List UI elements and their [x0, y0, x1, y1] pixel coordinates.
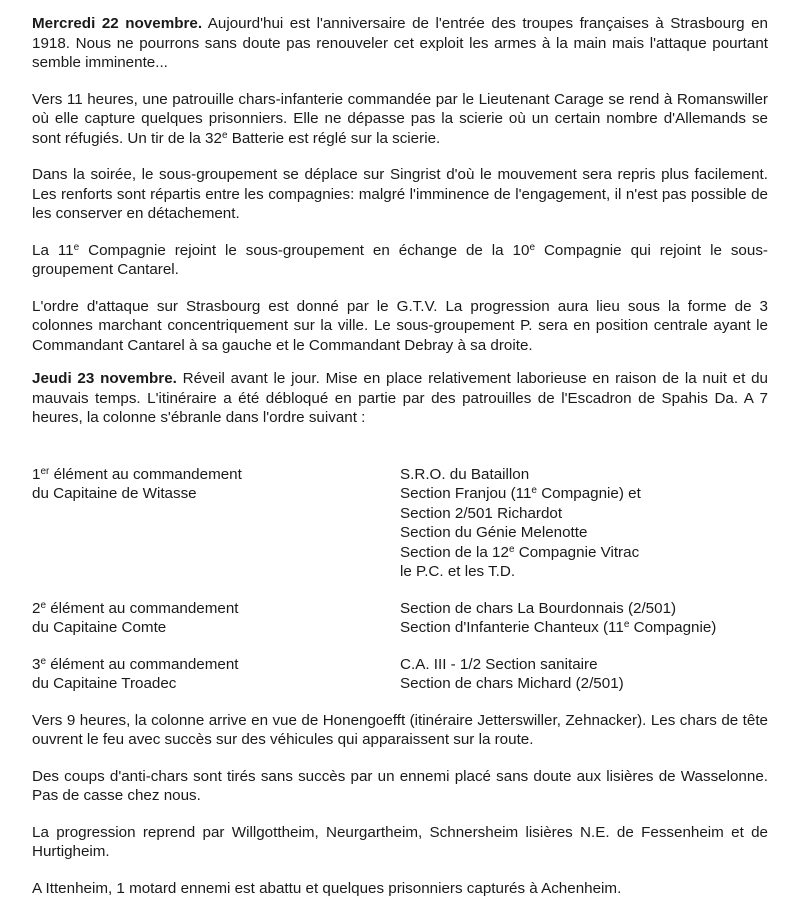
paragraph-text: Vers 11 heures, une patrouille chars-infanterie commandée par le Lieutenant Carage se rend à Romanswiller où elle capture quelques prisonniers. Elle ne dépasse pas la scierie où un certain nombre d'Allemands se sont réfugiés. Un tir de la 32: [32, 91, 768, 147]
ordinal-sup: e: [531, 485, 537, 496]
ordinal-sup: e: [40, 600, 46, 611]
unit-line: S.R.O. du Bataillon: [400, 465, 768, 485]
element-commander: [32, 655, 400, 694]
spacer: [32, 445, 768, 465]
element-units: [400, 599, 768, 638]
element-commander: [32, 599, 400, 638]
unit-line: [400, 543, 768, 563]
paragraph-text: La 11: [32, 242, 74, 259]
paragraph-compagnie: [32, 241, 768, 280]
element-units: [400, 655, 768, 694]
element-captain: du Capitaine Troadec: [32, 674, 400, 694]
paragraph-ordre-attaque: L'ordre d'attaque sur Strasbourg est donné par le G.T.V. La progression aura lieu sous la forme de 3 colonnes marchant concentriquement sur la ville. Le sous-groupement P. sera en position centrale ayant le Commandant Cantarel à sa gauche et le Commandant Debray à sa droite.: [32, 297, 768, 356]
paragraph-text: Aujourd'hui est l'anniversaire de l'entrée des troupes françaises à Strasbourg en 1918. Nous ne pourrons sans doute pas renouveler cet exploit les armes à la main mais l'attaque pourtant semble imminente...: [32, 15, 768, 71]
ordinal-sup: er: [40, 466, 49, 477]
unit-text: Compagnie) et: [537, 485, 641, 502]
element-title: [32, 599, 400, 619]
ordinal-sup: e: [624, 619, 630, 630]
element-title: [32, 655, 400, 675]
element-commander: [32, 465, 400, 582]
element-number: 1: [32, 466, 40, 483]
unit-line: [400, 484, 768, 504]
element-title-text: élément au commandement: [49, 466, 241, 483]
element-row-2: [32, 599, 768, 638]
ordinal-sup: e: [529, 242, 535, 253]
unit-line: Section de chars La Bourdonnais (2/501): [400, 599, 768, 619]
element-row-1: [32, 465, 768, 582]
element-captain: du Capitaine Comte: [32, 618, 400, 638]
unit-text: Section de la 12: [400, 544, 509, 561]
unit-text: Compagnie Vitrac: [515, 544, 640, 561]
unit-line: Section de chars Michard (2/501): [400, 674, 768, 694]
paragraph-progression: La progression reprend par Willgottheim, Neurgartheim, Schnersheim lisières N.E. de Fessenheim et de Hurtigheim.: [32, 823, 768, 862]
unit-line: Section 2/501 Richardot: [400, 504, 768, 524]
paragraph-anti-chars: Des coups d'anti-chars sont tirés sans succès par un ennemi placé sans doute aux lisières de Wasselonne. Pas de casse chez nous.: [32, 767, 768, 806]
ordinal-sup: e: [222, 130, 228, 141]
date-heading-jeudi: Jeudi 23 novembre.: [32, 370, 177, 387]
element-captain: du Capitaine de Witasse: [32, 484, 400, 504]
element-number: 3: [32, 656, 40, 673]
element-title: [32, 465, 400, 485]
element-row-3: [32, 655, 768, 694]
ordinal-sup: e: [509, 544, 515, 555]
paragraph-text: Compagnie rejoint le sous-groupement en échange de la 10: [79, 242, 529, 259]
element-title-text: élément au commandement: [46, 600, 238, 617]
unit-line: [400, 618, 768, 638]
paragraph-mercredi: [32, 14, 768, 73]
unit-line: C.A. III - 1/2 Section sanitaire: [400, 655, 768, 675]
element-number: 2: [32, 600, 40, 617]
element-title-text: élément au commandement: [46, 656, 238, 673]
paragraph-honengoefft: Vers 9 heures, la colonne arrive en vue de Honengoefft (itinéraire Jetterswiller, Zehnacker). Les chars de tête ouvrent le feu avec succès sur des véhicules qui apparaissent sur la route.: [32, 711, 768, 750]
paragraph-ittenheim: A Ittenheim, 1 motard ennemi est abattu et quelques prisonniers capturés à Achenheim.: [32, 879, 768, 898]
paragraph-patrouille: [32, 90, 768, 149]
unit-text: Section Franjou (11: [400, 485, 531, 502]
ordinal-sup: e: [40, 656, 46, 667]
date-heading-mercredi: Mercredi 22 novembre.: [32, 15, 202, 32]
paragraph-soiree: Dans la soirée, le sous-groupement se déplace sur Singrist d'où le mouvement sera repris plus facilement. Les renforts sont répartis entre les compagnies: malgré l'imminence de l'engagement, il n'est pas possible de les conserver en détachement.: [32, 165, 768, 224]
unit-text: Section d'Infanterie Chanteux (11: [400, 619, 624, 636]
column-order-list: [32, 465, 768, 711]
paragraph-jeudi: [32, 369, 768, 428]
unit-line: le P.C. et les T.D.: [400, 562, 768, 582]
unit-text: Compagnie): [629, 619, 716, 636]
unit-line: Section du Génie Melenotte: [400, 523, 768, 543]
paragraph-text: Compagnie qui rejoint le sous-groupement Cantarel.: [32, 242, 768, 279]
element-units: [400, 465, 768, 582]
paragraph-text: Réveil avant le jour. Mise en place relativement laborieuse en raison de la nuit et du mauvais temps. L'itinéraire a été débloqué en partie par des patrouilles de l'Escadron de Spahis Da. A 7 heures, la colonne s'ébranle dans l'ordre suivant :: [32, 370, 768, 426]
ordinal-sup: e: [74, 242, 80, 253]
paragraph-text: Batterie est réglé sur la scierie.: [228, 130, 441, 147]
